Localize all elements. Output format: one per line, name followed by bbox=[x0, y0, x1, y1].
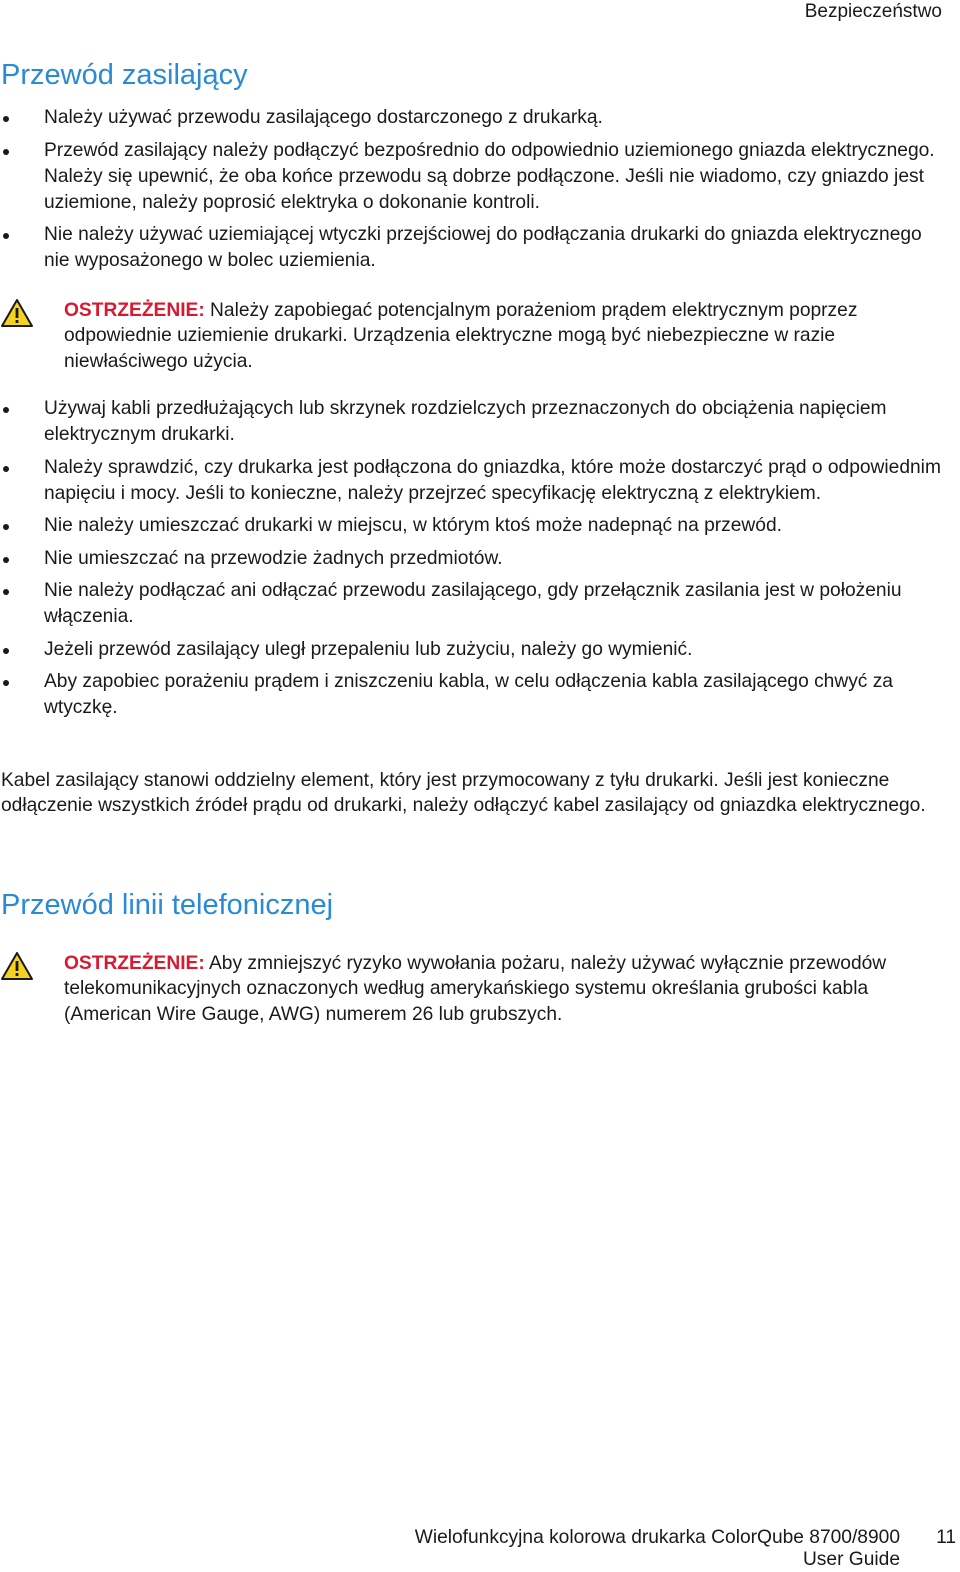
running-header: Bezpieczeństwo bbox=[804, 1, 942, 22]
bullet-icon bbox=[3, 648, 9, 654]
warning-label: OSTRZEŻENIE: bbox=[64, 300, 205, 321]
list-item: Nie umieszczać na przewodzie żadnych przedmiotów. bbox=[0, 546, 948, 572]
bullet-icon bbox=[3, 149, 9, 155]
bullet-icon bbox=[3, 116, 9, 122]
list-item: Aby zapobiec porażeniu prądem i zniszczeniu kabla, w celu odłączenia kabla zasilającego chwyć za wtyczkę. bbox=[0, 669, 948, 721]
page-number: 11 bbox=[936, 1527, 956, 1548]
bullet-icon bbox=[3, 589, 9, 595]
footer-product-name: Wielofunkcyjna kolorowa drukarka ColorQube 8700/8900 bbox=[414, 1527, 900, 1548]
footer-guide-name: User Guide bbox=[802, 1549, 900, 1570]
bullet-icon bbox=[3, 557, 9, 563]
power-cord-paragraph: Kabel zasilający stanowi oddzielny element, który jest przymocowany z tyłu drukarki. Jeśli jest konieczne odłączenie wszystkich źródeł prądu od drukarki, należy odłączyć kabel zasilający od gniazdka elektrycznego. bbox=[1, 770, 926, 816]
bullet-icon bbox=[3, 524, 9, 530]
list-item: Używaj kabli przedłużających lub skrzynek rozdzielczych przeznaczonych do obciążenia napięciem elektrycznym drukarki. bbox=[0, 396, 948, 448]
bullet-icon bbox=[3, 233, 9, 239]
list-item: Nie należy podłączać ani odłączać przewodu zasilającego, gdy przełącznik zasilania jest w położeniu włączenia. bbox=[0, 578, 948, 630]
power-cord-list-a bbox=[0, 105, 948, 281]
bullet-icon bbox=[3, 466, 9, 472]
warning-text: OSTRZEŻENIE: Aby zmniejszyć ryzyko wywołania pożaru, należy używać wyłącznie przewodów telekomunikacyjnych oznaczonych według amerykańskiego systemu określania grubości kabla (American Wire Gauge, AWG) numerem 26 lub grubszych. bbox=[64, 953, 887, 1025]
warning-triangle-icon bbox=[0, 298, 34, 328]
warning-label: OSTRZEŻENIE: bbox=[64, 953, 205, 974]
warning-text: OSTRZEŻENIE: Należy zapobiegać potencjalnym porażeniom prądem elektrycznym poprzez odpowiednie uziemienie drukarki. Urządzenia elektryczne mogą być niebezpieczne w razie niewłaściwego użycia. bbox=[64, 300, 858, 372]
list-item: Należy używać przewodu zasilającego dostarczonego z drukarką. bbox=[0, 105, 948, 131]
power-cord-list-b bbox=[0, 396, 948, 728]
list-item: Jeżeli przewód zasilający uległ przepaleniu lub zużyciu, należy go wymienić. bbox=[0, 637, 948, 663]
list-item: Nie należy umieszczać drukarki w miejscu, w którym ktoś może nadepnąć na przewód. bbox=[0, 513, 948, 539]
warning-phone-line bbox=[0, 951, 950, 1027]
section-title-phone-line: Przewód linii telefonicznej bbox=[1, 889, 334, 921]
warning-triangle-icon bbox=[0, 951, 34, 981]
list-item: Należy sprawdzić, czy drukarka jest podłączona do gniazdka, które może dostarczyć prąd o odpowiednim napięciu i mocy. Jeśli to konieczne, należy przejrzeć specyfikację elektryczną z elektrykiem. bbox=[0, 455, 948, 507]
bullet-icon bbox=[3, 407, 9, 413]
list-item: Przewód zasilający należy podłączyć bezpośrednio do odpowiednio uziemionego gniazda elektrycznego. Należy się upewnić, że oba końce przewodu są dobrze podłączone. Jeśli nie wiadomo, czy gniazdo jest uziemione, należy poprosić elektryka o dokonanie kontroli. bbox=[0, 138, 948, 216]
bullet-icon bbox=[3, 680, 9, 686]
warning-grounding bbox=[0, 298, 950, 374]
list-item: Nie należy używać uziemiającej wtyczki przejściowej do podłączania drukarki do gniazda elektrycznego nie wyposażonego w bolec uziemienia. bbox=[0, 222, 948, 274]
section-title-power-cord: Przewód zasilający bbox=[1, 59, 248, 91]
